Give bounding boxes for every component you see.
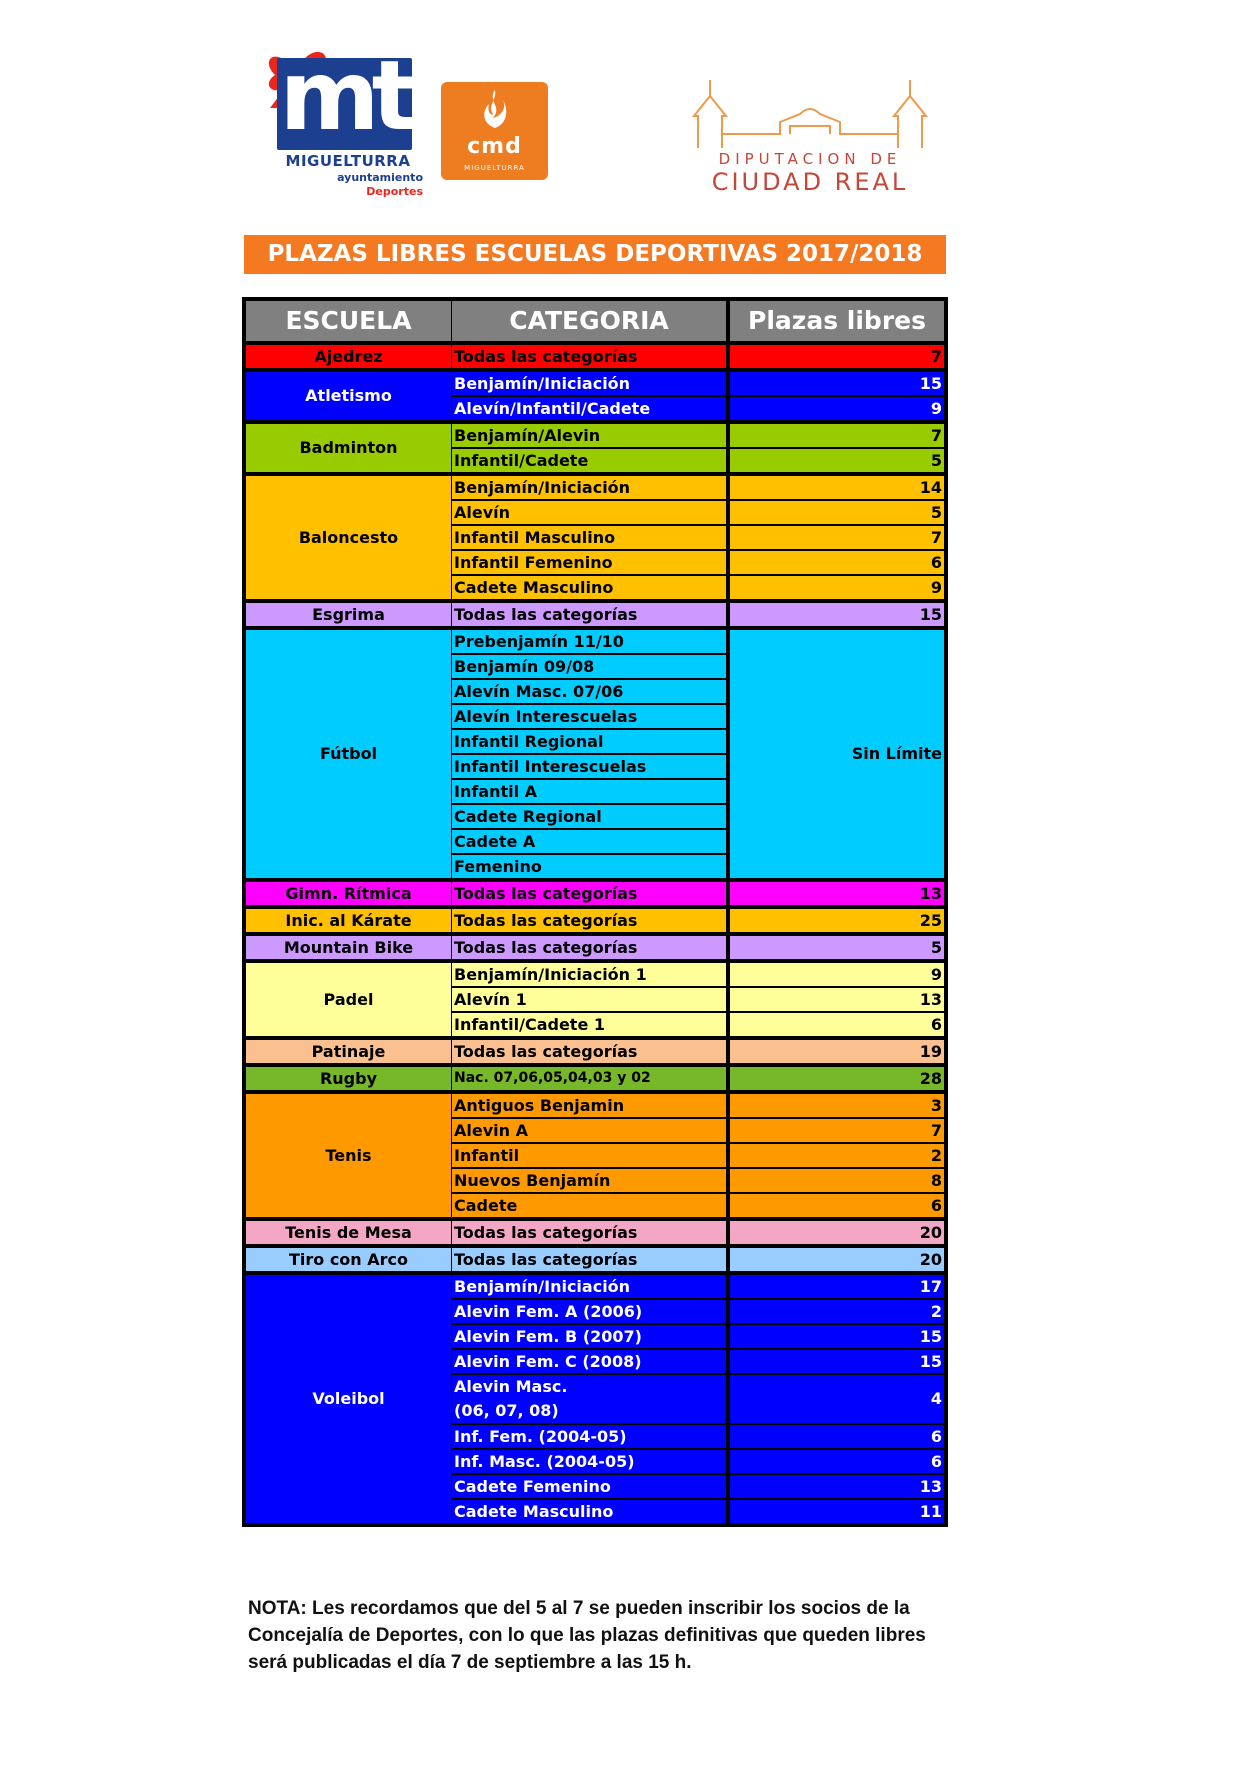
plazas-cell: 5 [730,449,944,472]
note-text: Les recordamos que del 5 al 7 se pueden inscribir los socios de la Concejalía de Deportes, con lo que las plazas definitivas que queden libres será publicadas el día 7 de septiembre a las 15 h. [248,1598,926,1673]
categoria-cell: Alevin Fem. C (2008) [452,1350,726,1373]
categoria-cell: Alevin A [452,1119,726,1142]
categoria-cell: Cadete Regional [452,805,726,828]
cmd-logo [441,82,548,180]
categoria-cell: Antiguos Benjamin [452,1094,726,1117]
categoria-cell: Todas las categorías [452,909,726,932]
mt-logo-deportes: Deportes [366,185,423,198]
categoria-cell: Alevín [452,501,726,524]
categoria-cell: Cadete Femenino [452,1475,726,1498]
categoria-cell: Infantil Interescuelas [452,755,726,778]
plazas-cell: 5 [730,501,944,524]
escuela-cell: Tenis [246,1094,451,1217]
escuela-cell: Ajedrez [246,345,451,368]
categoria-cell: Todas las categorías [452,345,726,368]
escuela-cell: Mountain Bike [246,936,451,959]
diputacion-line1: DIPUTACION DE [718,150,902,168]
diputacion-logo [690,76,930,196]
plazas-cell: 8 [730,1169,944,1192]
plazas-cell: 14 [730,476,944,499]
categoria-cell: Alevin Fem. B (2007) [452,1325,726,1348]
building-outline-icon [690,76,930,148]
escuela-cell: Inic. al Kárate [246,909,451,932]
categoria-line: Alevin Masc. [454,1377,568,1396]
plazas-cell: 9 [730,397,944,420]
categoria-cell: Infantil/Cadete [452,449,726,472]
escuela-cell: Tenis de Mesa [246,1221,451,1244]
plazas-cell: 7 [730,1119,944,1142]
escuela-cell: Gimn. Rítmica [246,882,451,905]
cmd-logo-subtitle: MIGUELTURRA [464,164,525,172]
categoria-cell: Inf. Fem. (2004-05) [452,1425,726,1448]
categoria-cell: Inf. Masc. (2004-05) [452,1450,726,1473]
plazas-cell: 11 [730,1500,944,1523]
plazas-cell: 15 [730,1350,944,1373]
plazas-cell: 6 [730,1450,944,1473]
plazas-cell: 6 [730,1013,944,1036]
plazas-cell: 4 [730,1375,944,1423]
categoria-cell: Benjamín/Iniciación [452,372,726,395]
plazas-cell: 7 [730,526,944,549]
escuela-cell: Atletismo [246,372,451,420]
escuela-cell: Rugby [246,1067,451,1090]
categoria-cell: Alevín Interescuelas [452,705,726,728]
categoria-cell: Cadete Masculino [452,1500,726,1523]
escuela-cell: Patinaje [246,1040,451,1063]
categoria-cell: Alevin Fem. A (2006) [452,1300,726,1323]
plazas-cell: 19 [730,1040,944,1063]
categoria-cell: Benjamín/Iniciación [452,1275,726,1298]
categoria-cell: Cadete A [452,830,726,853]
categoria-cell: Benjamín/Iniciación 1 [452,963,726,986]
mt-logo-letters: mt [279,40,410,152]
categoria-cell: Infantil/Cadete 1 [452,1013,726,1036]
escuela-cell: Baloncesto [246,476,451,599]
plazas-cell: 6 [730,551,944,574]
page-title: PLAZAS LIBRES ESCUELAS DEPORTIVAS 2017/2018 [244,235,946,274]
categoria-cell: Todas las categorías [452,1221,726,1244]
plazas-cell: 20 [730,1248,944,1271]
cmd-logo-text: cmd [467,134,522,159]
plazas-cell: 20 [730,1221,944,1244]
diputacion-line2: CIUDAD REAL [711,168,909,196]
plazas-cell: 9 [730,576,944,599]
plazas-cell: 15 [730,372,944,395]
plazas-cell: Sin Límite [730,630,944,878]
plazas-cell: 13 [730,1475,944,1498]
categoria-cell: Prebenjamín 11/10 [452,630,726,653]
plazas-cell: 9 [730,963,944,986]
escuela-cell: Fútbol [246,630,451,878]
plazas-cell: 13 [730,882,944,905]
plazas-cell: 25 [730,909,944,932]
categoria-cell: Infantil A [452,780,726,803]
flame-icon [477,88,513,134]
mt-logo-ayuntamiento: ayuntamiento [337,171,423,184]
categoria-cell: Infantil Femenino [452,551,726,574]
categoria-cell: Alevín Masc. 07/06 [452,680,726,703]
categoria-cell: Todas las categorías [452,1040,726,1063]
plazas-cell: 6 [730,1194,944,1217]
categoria-cell: Todas las categorías [452,1248,726,1271]
header-plazas-libres: Plazas libres [730,301,944,341]
plazas-table [242,297,948,1527]
plazas-cell: 13 [730,988,944,1011]
escuela-cell: Voleibol [246,1275,451,1523]
migueltura-deportes-logo [255,40,423,200]
categoria-cell: Todas las categorías [452,603,726,626]
categoria-cell: Benjamín/Iniciación [452,476,726,499]
plazas-cell: 2 [730,1300,944,1323]
plazas-cell: 7 [730,424,944,447]
plazas-cell: 15 [730,1325,944,1348]
escuela-cell: Tiro con Arco [246,1248,451,1271]
categoria-cell [452,1375,726,1423]
categoria-cell: Benjamín/Alevin [452,424,726,447]
categoria-cell: Todas las categorías [452,936,726,959]
categoria-cell: Cadete [452,1194,726,1217]
categoria-cell: Infantil Masculino [452,526,726,549]
escuela-cell: Padel [246,963,451,1036]
categoria-cell: Todas las categorías [452,882,726,905]
plazas-cell: 17 [730,1275,944,1298]
header-escuela: ESCUELA [246,301,451,341]
categoria-cell: Benjamín 09/08 [452,655,726,678]
note-label: NOTA: [248,1598,307,1619]
categoria-cell: Femenino [452,855,726,878]
categoria-line: (06, 07, 08) [454,1401,559,1420]
categoria-cell: Nac. 07,06,05,04,03 y 02 [452,1067,726,1090]
escuela-cell: Badminton [246,424,451,472]
escuela-cell: Esgrima [246,603,451,626]
header-categoria: CATEGORIA [452,301,726,341]
categoria-cell: Alevín 1 [452,988,726,1011]
plazas-cell: 6 [730,1425,944,1448]
categoria-cell: Infantil Regional [452,730,726,753]
plazas-cell: 2 [730,1144,944,1167]
categoria-cell: Nuevos Benjamín [452,1169,726,1192]
mt-logo-name: MIGUELTURRA [285,152,411,170]
categoria-cell: Infantil [452,1144,726,1167]
plazas-cell: 28 [730,1067,944,1090]
categoria-cell: Alevín/Infantil/Cadete [452,397,726,420]
plazas-cell: 3 [730,1094,944,1117]
plazas-cell: 7 [730,345,944,368]
note-paragraph [248,1595,968,1676]
plazas-cell: 15 [730,603,944,626]
categoria-cell: Cadete Masculino [452,576,726,599]
plazas-cell: 5 [730,936,944,959]
